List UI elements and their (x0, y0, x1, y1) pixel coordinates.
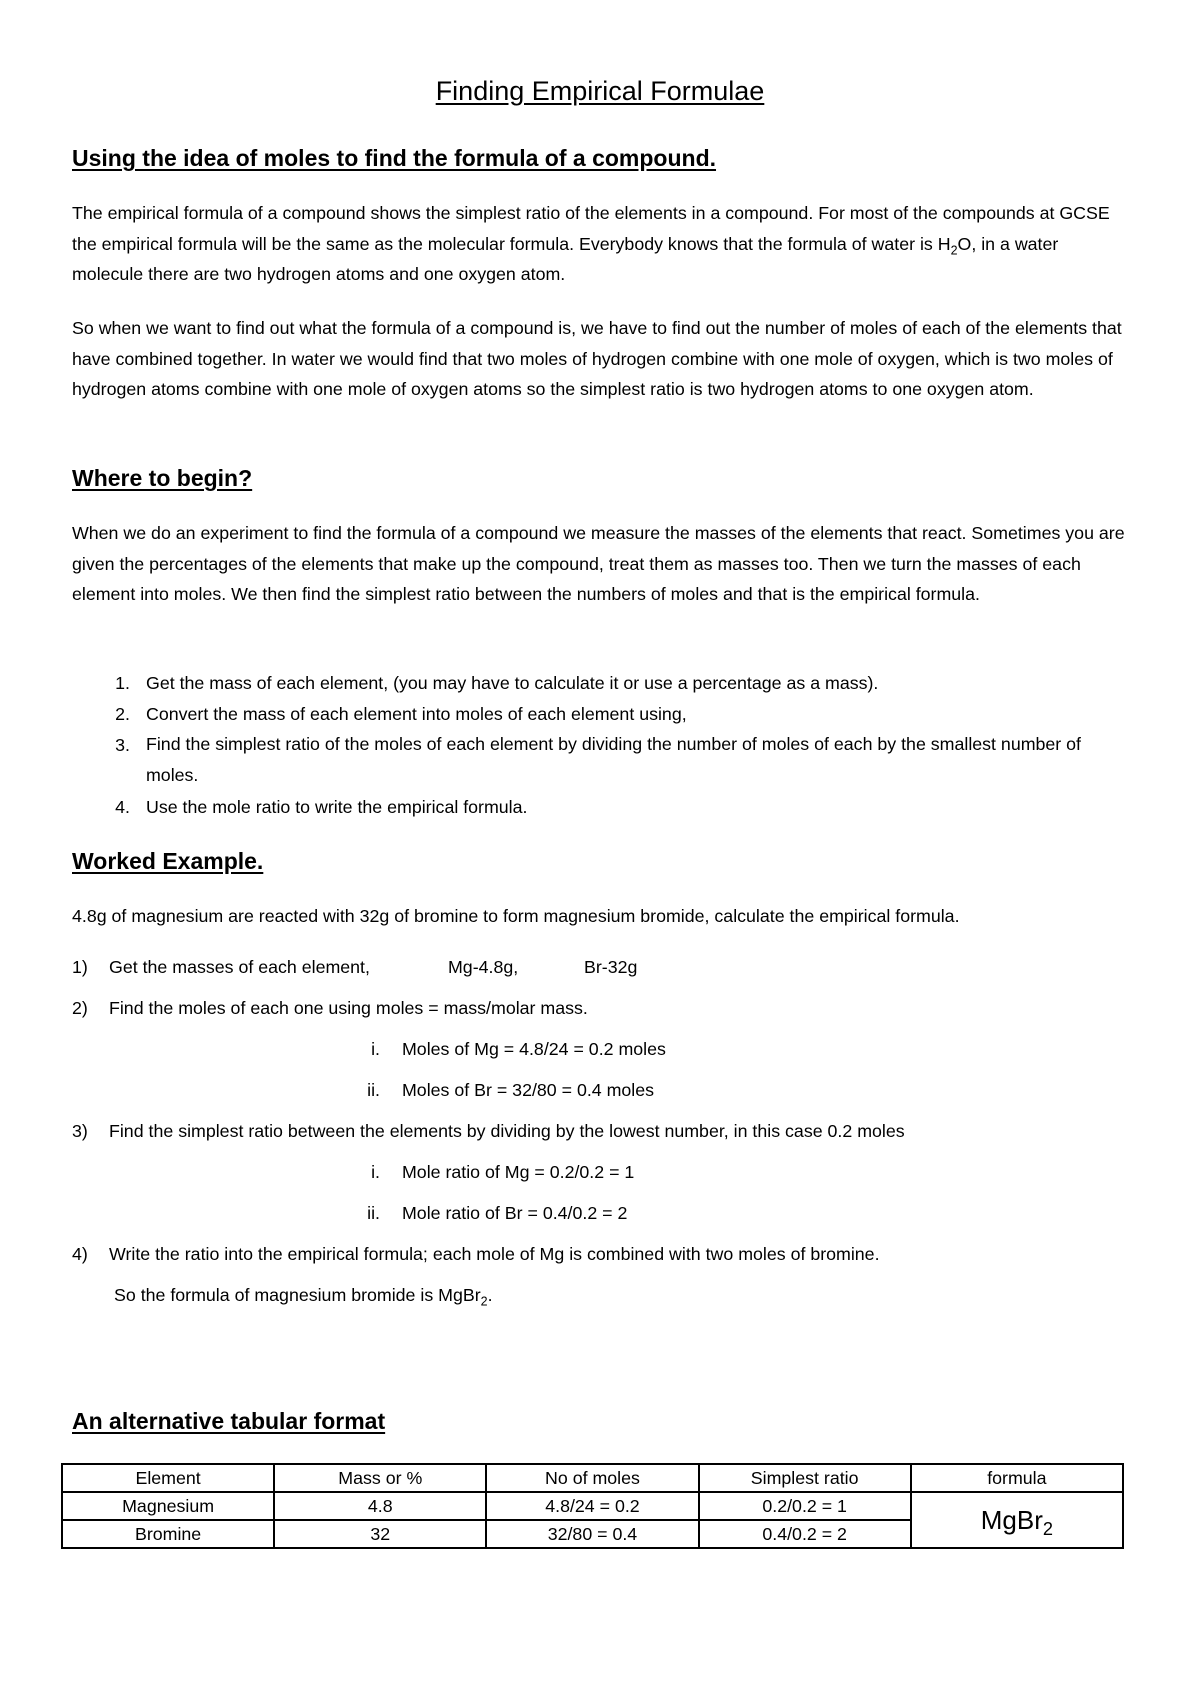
table-cell: 32/80 = 0.4 (486, 1520, 698, 1548)
table-cell: 4.8/24 = 0.2 (486, 1492, 698, 1520)
worked-step-2: 2) Find the moles of each one using moles = mass/molar mass. (72, 998, 588, 1018)
worked-conclusion: So the formula of magnesium bromide is MgBr$_2$. (114, 1285, 493, 1309)
table-header-cell: No of moles (486, 1464, 698, 1492)
section-heading-worked-example: Worked Example. (72, 848, 264, 874)
table-cell: 4.8 (274, 1492, 486, 1520)
paragraph-empirical-definition: The empirical formula of a compound shows the simplest ratio of the elements in a compound. For most of the compounds at GCSE the empirical formula will be the same as the molecular formula. Everybody knows that the formula of water is $H_2O$, in a water molecule there are two hydrogen atoms and one oxygen atom. (72, 203, 1110, 284)
paragraph-experiment: When we do an experiment to find the formula of a compound we measure the masses of the elements that react. Sometimes you are given the percentages of the elements that make up the compound, treat them as masses too. Then we turn the masses of each element into moles. We then find the simplest ratio between the numbers of moles and that is the empirical formula. (72, 523, 1125, 604)
table-header-cell: Element (62, 1464, 274, 1492)
table-header-cell: formula (911, 1464, 1123, 1492)
paragraph-moles-water: So when we want to find out what the formula of a compound is, we have to find out the number of moles of each of the elements that have combined together. In water we would find that two moles of hydrogen combine with one mole of oxygen, which is two moles of hydrogen atoms combine with one mole of oxygen atoms so the simplest ratio is two hydrogen atoms to one oxygen atom. (72, 318, 1122, 399)
worked-example-intro: 4.8g of magnesium are reacted with 32g of bromine to form magnesium bromide, calculate the empirical formula. (72, 906, 960, 926)
document-page: Finding Empirical Formulae Using the idea of moles to find the formula of a compound. The empirical formula of a compound shows the simplest ratio of the elements in a compound. For most of the compounds at GCSE the empirical formula will be the same as the molecular formula. Everybody knows that the formula of water is $H_2O$, in a water molecule there are two hydrogen atoms and one oxygen atom. So when we want to find out what the formula of a compound is, we have to find out the number of moles of each of the elements that have combined together. In water we would find that two moles of hydrogen combine with one mole of oxygen, which is two moles of hydrogen atoms combine with one mole of oxygen atoms so the simplest ratio is two hydrogen atoms to one oxygen atom. Where to begin? When we do an experiment to find the formula of a compound we measure the masses of the elements that react. Sometimes you are given the percentages of the elements that make up the compound, treat them as masses too. Then we turn the masses of each element into moles. We then find the simplest ratio between the numbers of moles and that is the empirical formula. 1. Get the mass of each element, (you may have to calculate it or use a percentage as a mass). 2. Convert the mass of each element into moles of each element using, 3. Find the simplest ratio of the moles of each element by dividing the number of moles of each by the smallest number of moles. 4. Use the mole ratio to write the empirical formula. Worked Example. 4.8g of magnesium are reacted with 32g of bromine to form magnesium bromide, calculate the empirical formula. 1) Get the masses of each element, Mg-4.8g, Br-32g 2) Find the moles of each one using moles = mass/molar mass. i. Moles of Mg = 4.8/24 = 0.2 moles ii. Moles of Br = 32/80 = 0.4 moles 3) Find the simplest ratio between the elements by dividing by the lowest number, in this case 0.2 moles i. Mole ratio of Mg = 0.2/0.2 = 1 ii. Mole ratio of Br = 0.4/0.2 = 2 4) Write the ratio into the empirical formula; each mole of Mg is combined with two moles of bromine. So the formula of magnesium bromide is MgBr$_2$. An alternative tabular format Element Mass or % No of moles Simplest ratio formula Magnesium 4.8 4.8/24 = 0.2 0.2/0.2 = 1 MgBr$_2$ Bromine 32 32/80 = 0.4 0.4/0.2 = 2 (0, 0, 1200, 1698)
section-heading-tabular: An alternative tabular format (72, 1408, 386, 1434)
table-cell: 0.4/0.2 = 2 (699, 1520, 911, 1548)
worked-step-1: 1) Get the masses of each element, Mg-4.8g, Br-32g (72, 957, 638, 977)
table-cell: 32 (274, 1520, 486, 1548)
worked-step-3: 3) Find the simplest ratio between the elements by dividing by the lowest number, in this case 0.2 moles (72, 1121, 905, 1141)
section-heading-where-to-begin: Where to begin? (72, 465, 253, 491)
table-header-cell: Simplest ratio (699, 1464, 911, 1492)
page-title: Finding Empirical Formulae (435, 76, 765, 106)
table-cell: 0.2/0.2 = 1 (699, 1492, 911, 1520)
table-header-cell: Mass or % (274, 1464, 486, 1492)
empirical-formula-table (61, 1463, 1124, 1549)
table-header-row (62, 1464, 1123, 1492)
table-row (62, 1492, 1123, 1520)
section-heading-moles: Using the idea of moles to find the formula of a compound. (72, 145, 717, 171)
table-cell: Magnesium (62, 1492, 274, 1520)
formula-cell: MgBr$_2$ (911, 1492, 1123, 1548)
worked-step-4: 4) Write the ratio into the empirical formula; each mole of Mg is combined with two moles of bromine. (72, 1244, 880, 1264)
table-cell: Bromine (62, 1520, 274, 1548)
